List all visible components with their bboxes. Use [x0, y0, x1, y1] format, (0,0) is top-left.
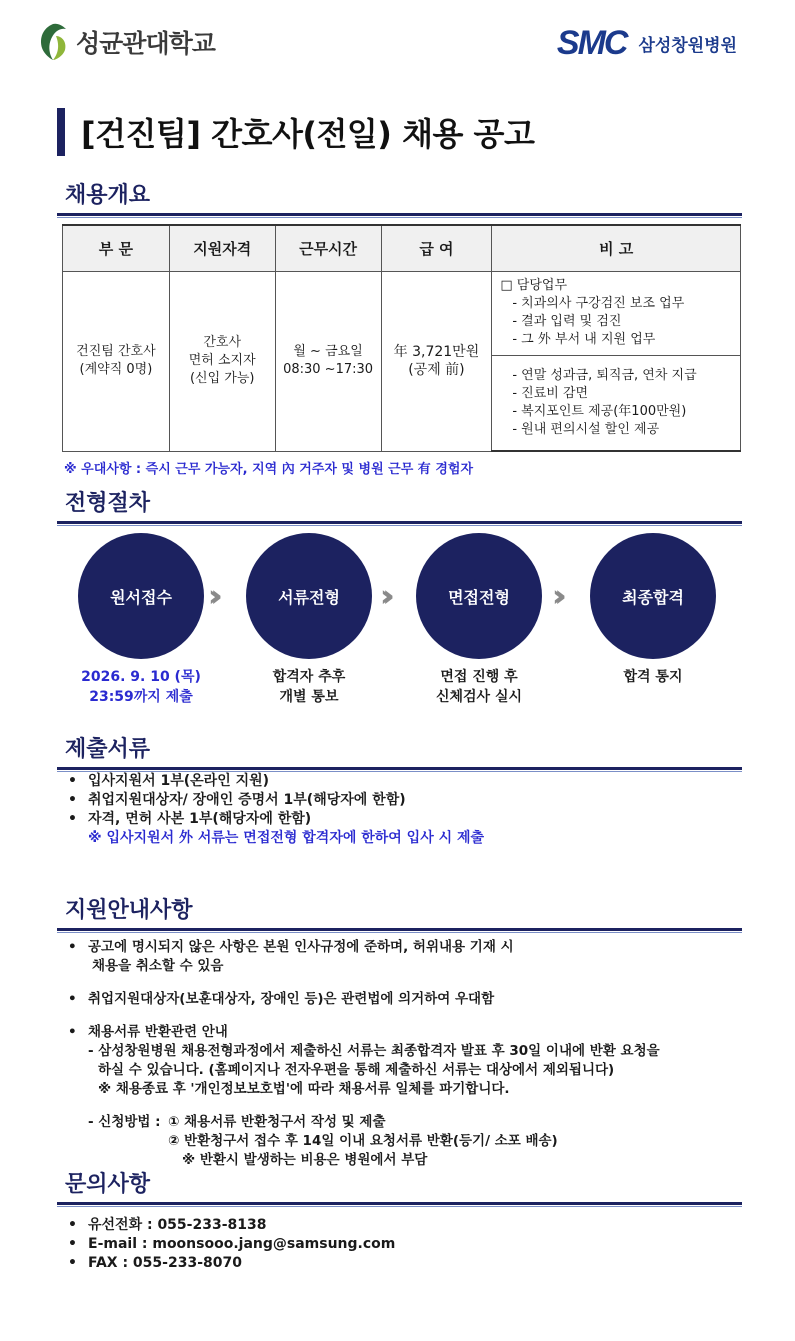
section-divider — [57, 521, 742, 526]
cell-duties — [492, 271, 741, 355]
qualification-line: (신입 가능) — [189, 371, 255, 386]
hospital-logo — [557, 24, 737, 63]
method-item: ② 반환청구서 접수 후 14일 이내 요청서류 반환(등기/ 소포 배송) — [168, 1133, 558, 1149]
section-overview — [57, 178, 742, 218]
preference-note: ※ 우대사항 : 즉시 근무 가능자, 지역 內 거주자 및 병원 근무 有 경험자 — [64, 462, 474, 477]
cell-benefits — [492, 355, 741, 451]
hours-line: 월 ~ 금요일 — [293, 344, 363, 359]
step-description — [399, 667, 559, 707]
double-chevron-icon: ›› — [208, 579, 213, 614]
section-process — [57, 486, 742, 526]
step-circle: 원서접수 — [78, 533, 204, 659]
guide-line: - 삼성창원병원 채용전형과정에서 제출하신 서류는 최종합격자 발표 후 30일 이내에 반환 요청을 — [88, 1043, 660, 1059]
method-note: ※ 반환시 발생하는 비용은 병원에서 부담 — [182, 1152, 428, 1168]
list-item: • 입사지원서 1부(온라인 지원) — [66, 772, 484, 791]
section-guide — [57, 893, 742, 933]
qualification-line: 면허 소지자 — [188, 353, 256, 368]
method-item: ① 채용서류 반환청구서 작성 및 제출 — [168, 1114, 386, 1130]
benefit-item: - 연말 성과금, 퇴직금, 연차 지급 — [512, 367, 697, 383]
recruit-table — [62, 224, 741, 452]
list-item: • 취업지원대상자(보훈대상자, 장애인 등)은 관련법에 의거하여 우대함 — [66, 990, 660, 1009]
university-logo — [36, 22, 215, 62]
header-dept: 부 문 — [63, 225, 170, 271]
guide-line: ※ 채용종료 후 '개인정보보호법'에 따라 채용서류 일체를 파기합니다. — [98, 1081, 510, 1097]
section-divider — [57, 1202, 742, 1207]
step-desc-line: 합격자 추후 — [272, 669, 346, 685]
section-title: 전형절차 — [65, 491, 151, 516]
guide-line: • 공고에 명시되지 않은 사항은 본원 인사규정에 준하며, 허위내용 기재 시 — [88, 939, 514, 955]
cell-dept — [63, 271, 170, 451]
method-items — [168, 1113, 558, 1170]
section-title: 제출서류 — [65, 737, 151, 762]
section-divider — [57, 213, 742, 218]
step-description — [573, 667, 733, 687]
duty-item: - 그 外 부서 내 지원 업무 — [512, 332, 656, 347]
double-chevron-icon: ›› — [552, 579, 557, 614]
list-item: • 자격, 면허 사본 1부(해당자에 한함) — [66, 810, 484, 829]
contact-phone: • 유선전화 : 055-233-8138 — [66, 1216, 395, 1235]
table-row — [63, 271, 741, 355]
step-desc-line: 2026. 9. 10 (목) — [81, 669, 201, 685]
contact-list — [66, 1216, 395, 1273]
cell-hours — [275, 271, 381, 451]
dept-line: 건진팀 간호사 — [76, 344, 156, 359]
header — [0, 0, 795, 80]
smc-logo-text: SMC — [556, 24, 627, 62]
qualification-line: 간호사 — [203, 335, 242, 350]
list-item — [66, 938, 660, 976]
dept-line: (계약직 0명) — [79, 362, 153, 377]
section-documents — [57, 732, 742, 772]
salary-line: 年 3,721만원 — [393, 344, 480, 360]
section-contact — [57, 1167, 742, 1207]
step-desc-line: 합격 통지 — [623, 669, 683, 685]
page-title: [건진팀] 간호사(전일) 채용 공고 — [81, 115, 535, 153]
list-item: • 취업지원대상자/ 장애인 증명서 1부(해당자에 한함) — [66, 791, 484, 810]
documents-note: ※ 입사지원서 外 서류는 면접전형 합격자에 한하여 입사 시 제출 — [88, 830, 485, 846]
guide-line: 채용을 취소할 수 있음 — [92, 958, 224, 974]
header-hours: 근무시간 — [275, 225, 381, 271]
step-desc-line: 면접 진행 후 — [440, 669, 518, 685]
list-item: • 채용서류 반환관련 안내 — [66, 1023, 660, 1042]
step-circle: 최종합격 — [590, 533, 716, 659]
section-title: 지원안내사항 — [65, 898, 193, 923]
process-steps — [78, 533, 718, 663]
section-divider — [57, 928, 742, 933]
benefit-item: - 원내 편의시설 할인 제공 — [512, 421, 660, 437]
header-remarks: 비 고 — [492, 225, 741, 271]
page-title-block — [57, 108, 534, 156]
method-label: - 신청방법 : — [88, 1114, 161, 1130]
step-description — [61, 667, 221, 707]
table-header-row — [63, 225, 741, 271]
step-desc-line: 신체검사 실시 — [435, 689, 523, 705]
benefit-item: - 진료비 감면 — [512, 385, 589, 401]
contact-email: • E-mail : moonsooo.jang@samsung.com — [66, 1235, 395, 1254]
step-circle: 면접전형 — [416, 533, 542, 659]
step-desc-line: 개별 통보 — [279, 689, 339, 705]
documents-list — [66, 772, 484, 848]
hours-line: 08:30 ~17:30 — [283, 362, 374, 377]
cell-qualification — [169, 271, 275, 451]
step-circle: 서류전형 — [246, 533, 372, 659]
guide-line: 하실 수 있습니다. (홈페이지나 전자우편을 통해 제출하신 서류는 대상에서 제외됩니다) — [98, 1062, 615, 1078]
cell-salary — [381, 271, 492, 451]
step-desc-line: 23:59까지 제출 — [89, 689, 193, 705]
duty-item: - 결과 입력 및 검진 — [512, 314, 622, 329]
salary-line: (공제 前) — [408, 362, 465, 378]
title-accent-bar — [57, 108, 65, 156]
university-emblem-icon — [36, 22, 70, 62]
contact-fax: • FAX : 055-233-8070 — [66, 1254, 395, 1273]
header-salary: 급 여 — [381, 225, 492, 271]
duty-title: □ 담당업무 — [500, 278, 568, 293]
double-chevron-icon: ›› — [380, 579, 385, 614]
hospital-name: 삼성창원병원 — [638, 36, 737, 56]
guide-method — [66, 1113, 660, 1170]
guide-list — [66, 938, 660, 1170]
header-qualification: 지원자격 — [169, 225, 275, 271]
guide-sub — [66, 1042, 660, 1099]
benefit-item: - 복지포인트 제공(年100만원) — [512, 403, 687, 419]
step-description — [229, 667, 389, 707]
duty-item: - 치과의사 구강검진 보조 업무 — [512, 296, 685, 311]
section-title: 채용개요 — [65, 183, 151, 208]
section-title: 문의사항 — [65, 1172, 151, 1197]
university-name: 성균관대학교 — [76, 29, 215, 58]
